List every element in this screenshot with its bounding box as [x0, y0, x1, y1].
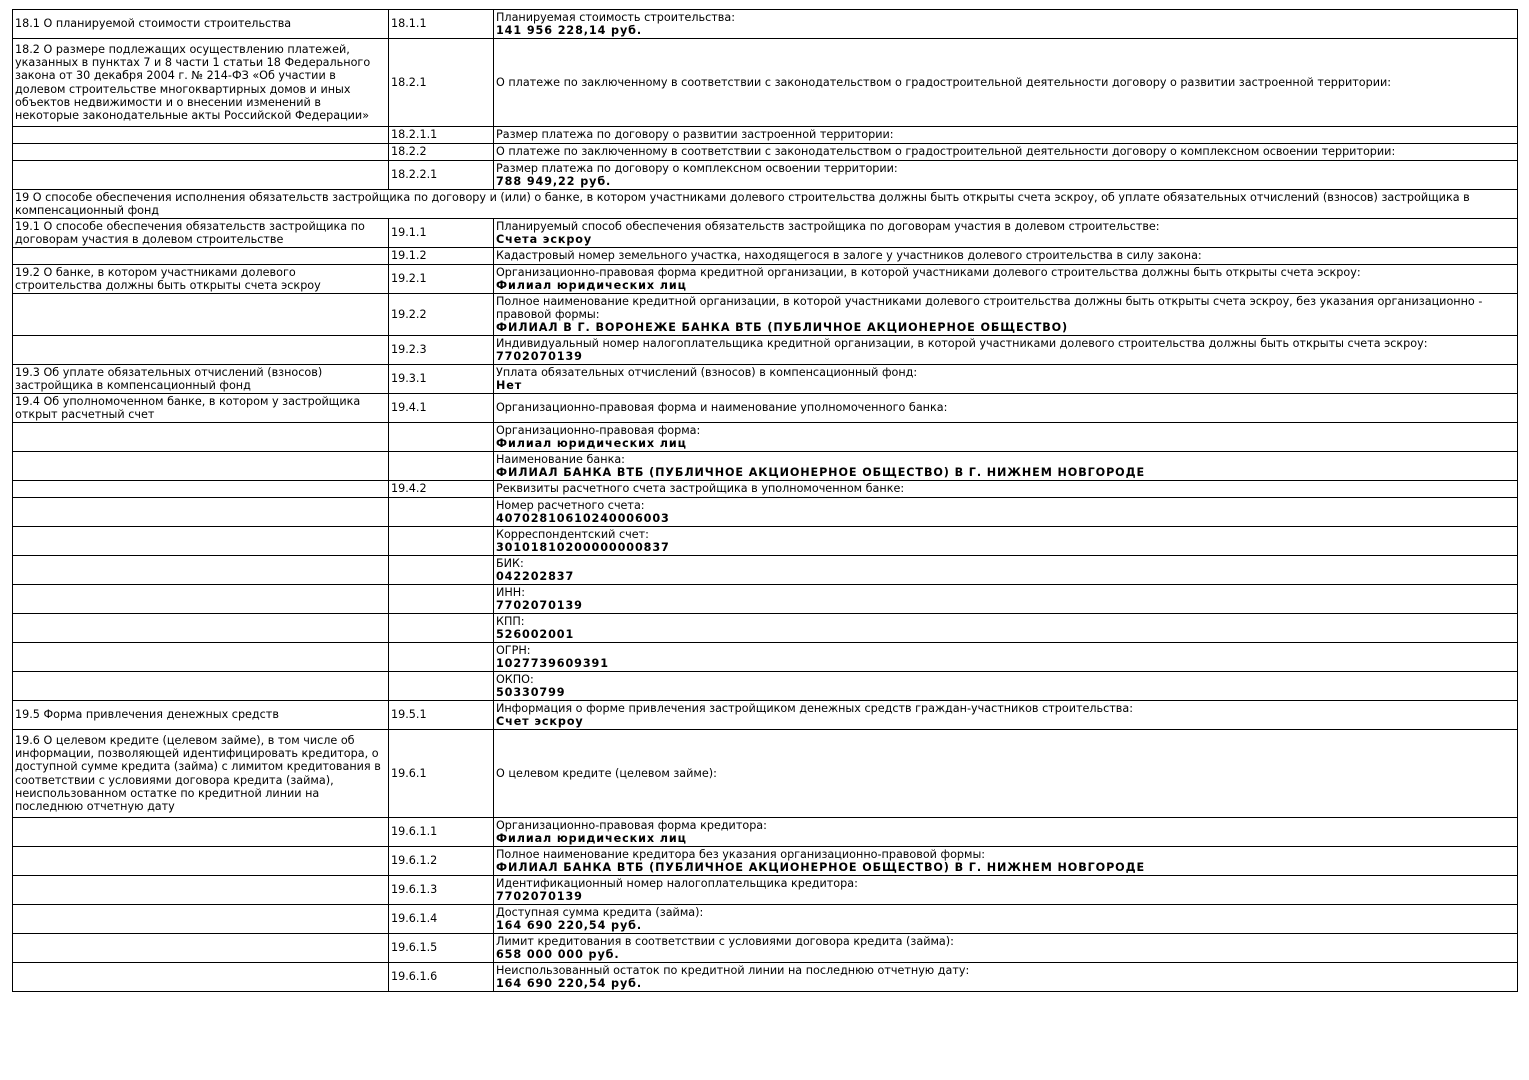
table-row: [13, 934, 1518, 963]
table-row: [13, 876, 1518, 905]
section-title-cell: [13, 585, 389, 614]
item-value: 788 949,22 руб.: [496, 175, 612, 188]
item-content-cell: [494, 527, 1518, 556]
item-code-cell: 18.2.1: [389, 39, 494, 127]
item-question: БИК:: [496, 556, 524, 570]
item-question: Организационно-правовая форма и наименование уполномоченного банка:: [496, 401, 948, 415]
section-title-cell: [13, 498, 389, 527]
table-row: [13, 701, 1518, 730]
item-code-cell: 19.1.2: [389, 248, 494, 265]
item-question: Размер платежа по договору о развитии застроенной территории:: [496, 128, 894, 142]
item-code-cell: [389, 672, 494, 701]
item-content-cell: [494, 585, 1518, 614]
item-code-cell: 18.2.1.1: [389, 127, 494, 144]
item-content-cell: [494, 556, 1518, 585]
item-code-cell: [389, 498, 494, 527]
item-code-cell: 18.2.2: [389, 144, 494, 161]
item-content-cell: [494, 248, 1518, 265]
item-code-cell: 19.6.1.3: [389, 876, 494, 905]
item-question: Реквизиты расчетного счета застройщика в уполномоченном банке:: [496, 482, 905, 496]
item-code-cell: 19.4.2: [389, 481, 494, 498]
section-title-cell: [13, 481, 389, 498]
item-value: 50330799: [496, 686, 566, 699]
item-code-cell: 18.2.2.1: [389, 161, 494, 190]
table-row: [13, 336, 1518, 365]
table-row: [13, 394, 1518, 423]
section-title-cell: 19.3 Об уплате обязательных отчислений (взносов) застройщика в компенсационный фонд: [13, 365, 389, 394]
item-code-cell: 19.2.3: [389, 336, 494, 365]
item-content-cell: [494, 219, 1518, 248]
table-row: [13, 190, 1518, 219]
item-code-cell: 19.6.1.6: [389, 963, 494, 992]
section-title-cell: [13, 161, 389, 190]
section-title-cell: [13, 127, 389, 144]
section-title-cell: [13, 144, 389, 161]
item-question: Полное наименование кредитной организации, в которой участниками долевого строительства должны быть открыты счета эскроу, без указания организационно - правовой формы:: [496, 294, 1483, 321]
table-row: [13, 161, 1518, 190]
item-code-cell: [389, 643, 494, 672]
item-content-cell: [494, 701, 1518, 730]
section-title-cell: 19.2 О банке, в котором участниками долевого строительства должны быть открыты счета эскроу: [13, 265, 389, 294]
item-content-cell: [494, 934, 1518, 963]
item-code-cell: 18.1.1: [389, 10, 494, 39]
item-question: Планируемый способ обеспечения обязательств застройщика по договорам участия в долевом строительстве:: [496, 219, 1160, 233]
item-content-cell: [494, 730, 1518, 818]
section-title-cell: [13, 672, 389, 701]
item-value: 526002001: [496, 628, 575, 641]
table-row: [13, 10, 1518, 39]
item-question: Организационно-правовая форма:: [496, 423, 701, 437]
section-title-cell: 19.4 Об уполномоченном банке, в котором у застройщика открыт расчетный счет: [13, 394, 389, 423]
section-title-cell: [13, 818, 389, 847]
table-row: [13, 481, 1518, 498]
table-row: [13, 672, 1518, 701]
item-code-cell: 19.6.1.1: [389, 818, 494, 847]
item-value: 7702070139: [496, 599, 583, 612]
item-content-cell: [494, 876, 1518, 905]
item-question: О целевом кредите (целевом займе):: [496, 766, 717, 780]
item-content-cell: [494, 963, 1518, 992]
section-title-cell: [13, 336, 389, 365]
section-heading: 19 О способе обеспечения исполнения обязательств застройщика по договору и (или) о банке, в котором участниками долевого строительства должны быть открыты счета эскроу, об уплате обязательных отчислений (взносов) застройщика в компенсационный фонд: [13, 190, 1518, 219]
item-code-cell: 19.4.1: [389, 394, 494, 423]
item-code-cell: 19.6.1.2: [389, 847, 494, 876]
item-code-cell: 19.6.1.5: [389, 934, 494, 963]
item-value: 40702810610240006003: [496, 512, 670, 525]
item-value: 164 690 220,54 руб.: [496, 977, 643, 990]
item-code-cell: 19.6.1: [389, 730, 494, 818]
item-value: Счета эскроу: [496, 233, 593, 246]
item-code-cell: [389, 556, 494, 585]
item-question: Планируемая стоимость строительства:: [496, 10, 735, 24]
item-question: Организационно-правовая форма кредитной организации, в которой участниками долевого строительства должны быть открыты счета эскроу:: [496, 265, 1361, 279]
section-title-cell: [13, 847, 389, 876]
section-title-cell: 19.6 О целевом кредите (целевом займе), в том числе об информации, позволяющей идентифицировать кредитора, о доступной сумме кредита (займа) с лимитом кредитования в соответствии с условиями договора кредита (займа), неиспользованном остатке по кредитной линии на последнюю отчетную дату: [13, 730, 389, 818]
item-content-cell: [494, 294, 1518, 336]
item-content-cell: [494, 672, 1518, 701]
item-value: 1027739609391: [496, 657, 609, 670]
item-content-cell: [494, 39, 1518, 127]
table-row: [13, 556, 1518, 585]
item-content-cell: [494, 265, 1518, 294]
item-content-cell: [494, 161, 1518, 190]
section-title-cell: [13, 643, 389, 672]
item-value: 7702070139: [496, 350, 583, 363]
item-value: 658 000 000 руб.: [496, 948, 620, 961]
item-code-cell: 19.2.2: [389, 294, 494, 336]
table-row: [13, 219, 1518, 248]
item-content-cell: [494, 127, 1518, 144]
table-row: [13, 643, 1518, 672]
item-question: Номер расчетного счета:: [496, 498, 645, 512]
table-row: [13, 423, 1518, 452]
item-code-cell: 19.6.1.4: [389, 905, 494, 934]
table-row: [13, 963, 1518, 992]
table-row: [13, 127, 1518, 144]
item-value: Филиал юридических лиц: [496, 437, 687, 450]
table-row: [13, 294, 1518, 336]
item-value: Нет: [496, 379, 523, 392]
item-question: Информация о форме привлечения застройщиком денежных средств граждан-участников строительства:: [496, 701, 1133, 715]
item-value: 164 690 220,54 руб.: [496, 919, 643, 932]
item-code-cell: [389, 423, 494, 452]
declaration-table: [12, 9, 1518, 992]
section-title-cell: 19.1 О способе обеспечения обязательств застройщика по договорам участия в долевом строительстве: [13, 219, 389, 248]
table-row: [13, 730, 1518, 818]
item-content-cell: [494, 10, 1518, 39]
item-value: Филиал юридических лиц: [496, 279, 687, 292]
item-question: Полное наименование кредитора без указания организационно-правовой формы:: [496, 847, 986, 861]
item-content-cell: [494, 614, 1518, 643]
item-code-cell: 19.3.1: [389, 365, 494, 394]
item-question: Кадастровый номер земельного участка, находящегося в залоге у участников долевого строительства в силу закона:: [496, 249, 1202, 263]
item-question: ОГРН:: [496, 643, 531, 657]
section-title-cell: [13, 614, 389, 643]
table-row: [13, 498, 1518, 527]
item-code-cell: [389, 614, 494, 643]
item-content-cell: [494, 423, 1518, 452]
item-code-cell: [389, 585, 494, 614]
item-question: ИНН:: [496, 585, 525, 599]
item-question: Наименование банка:: [496, 452, 625, 466]
item-content-cell: [494, 847, 1518, 876]
item-code-cell: 19.2.1: [389, 265, 494, 294]
item-content-cell: [494, 498, 1518, 527]
item-content-cell: [494, 818, 1518, 847]
table-row: [13, 365, 1518, 394]
section-title-cell: [13, 294, 389, 336]
declaration-table-body: [13, 10, 1518, 992]
item-question: Уплата обязательных отчислений (взносов) в компенсационный фонд:: [496, 365, 918, 379]
item-question: Лимит кредитования в соответствии с условиями договора кредита (займа):: [496, 934, 954, 948]
item-content-cell: [494, 452, 1518, 481]
item-question: О платеже по заключенному в соответствии с законодательством о градостроительной деятельности договору о комплексном освоении территории:: [496, 145, 1396, 159]
item-question: ОКПО:: [496, 672, 534, 686]
item-value: 042202837: [496, 570, 575, 583]
section-title-cell: [13, 905, 389, 934]
section-title-cell: 19.5 Форма привлечения денежных средств: [13, 701, 389, 730]
item-value: ФИЛИАЛ БАНКА ВТБ (ПУБЛИЧНОЕ АКЦИОНЕРНОЕ ОБЩЕСТВО) В Г. НИЖНЕМ НОВГОРОДЕ: [496, 861, 1145, 874]
table-row: [13, 905, 1518, 934]
table-row: [13, 818, 1518, 847]
section-title-cell: [13, 452, 389, 481]
item-content-cell: [494, 394, 1518, 423]
section-title-cell: [13, 527, 389, 556]
section-title-cell: [13, 556, 389, 585]
item-value: Филиал юридических лиц: [496, 832, 687, 845]
item-value: Счет эскроу: [496, 715, 584, 728]
item-question: Размер платежа по договору о комплексном освоении территории:: [496, 161, 898, 175]
item-content-cell: [494, 365, 1518, 394]
table-row: [13, 144, 1518, 161]
section-title-cell: 18.1 О планируемой стоимости строительства: [13, 10, 389, 39]
item-question: Организационно-правовая форма кредитора:: [496, 818, 767, 832]
item-code-cell: [389, 452, 494, 481]
section-title-cell: [13, 248, 389, 265]
item-value: ФИЛИАЛ БАНКА ВТБ (ПУБЛИЧНОЕ АКЦИОНЕРНОЕ ОБЩЕСТВО) В Г. НИЖНЕМ НОВГОРОДЕ: [496, 466, 1145, 479]
table-row: [13, 614, 1518, 643]
item-question: Неиспользованный остаток по кредитной линии на последнюю отчетную дату:: [496, 963, 970, 977]
item-value: 7702070139: [496, 890, 583, 903]
table-row: [13, 847, 1518, 876]
item-code-cell: 19.5.1: [389, 701, 494, 730]
item-value: ФИЛИАЛ В Г. ВОРОНЕЖЕ БАНКА ВТБ (ПУБЛИЧНОЕ АКЦИОНЕРНОЕ ОБЩЕСТВО): [496, 321, 1069, 335]
section-title-cell: 18.2 О размере подлежащих осуществлению платежей, указанных в пунктах 7 и 8 части 1 статьи 18 Федерального закона от 30 декабря 2004 г. № 214-ФЗ «Об участии в долевом строительстве многоквартирных домов и иных объектов недвижимости и о внесении изменений в некоторые законодательные акты Российской Федерации»: [13, 39, 389, 127]
section-title-cell: [13, 876, 389, 905]
item-question: Доступная сумма кредита (займа):: [496, 905, 704, 919]
item-code-cell: 19.1.1: [389, 219, 494, 248]
item-content-cell: [494, 481, 1518, 498]
item-value: 30101810200000000837: [496, 541, 670, 554]
item-content-cell: [494, 144, 1518, 161]
section-title-cell: [13, 423, 389, 452]
table-row: [13, 39, 1518, 127]
item-content-cell: [494, 643, 1518, 672]
item-question: Индивидуальный номер налогоплательщика кредитной организации, в которой участниками долевого строительства должны быть открыты счета эскроу:: [496, 336, 1428, 350]
section-title-cell: [13, 934, 389, 963]
item-question: Корреспондентский счет:: [496, 527, 649, 541]
table-row: [13, 452, 1518, 481]
item-content-cell: [494, 905, 1518, 934]
table-row: [13, 527, 1518, 556]
item-value: 141 956 228,14 руб.: [496, 24, 643, 37]
table-row: [13, 265, 1518, 294]
item-question: О платеже по заключенному в соответствии с законодательством о градостроительной деятельности договору о развитии застроенной территории:: [496, 75, 1392, 89]
table-row: [13, 585, 1518, 614]
section-title-cell: [13, 963, 389, 992]
item-question: КПП:: [496, 614, 525, 628]
item-content-cell: [494, 336, 1518, 365]
table-row: [13, 248, 1518, 265]
item-question: Идентификационный номер налогоплательщика кредитора:: [496, 876, 858, 890]
item-code-cell: [389, 527, 494, 556]
